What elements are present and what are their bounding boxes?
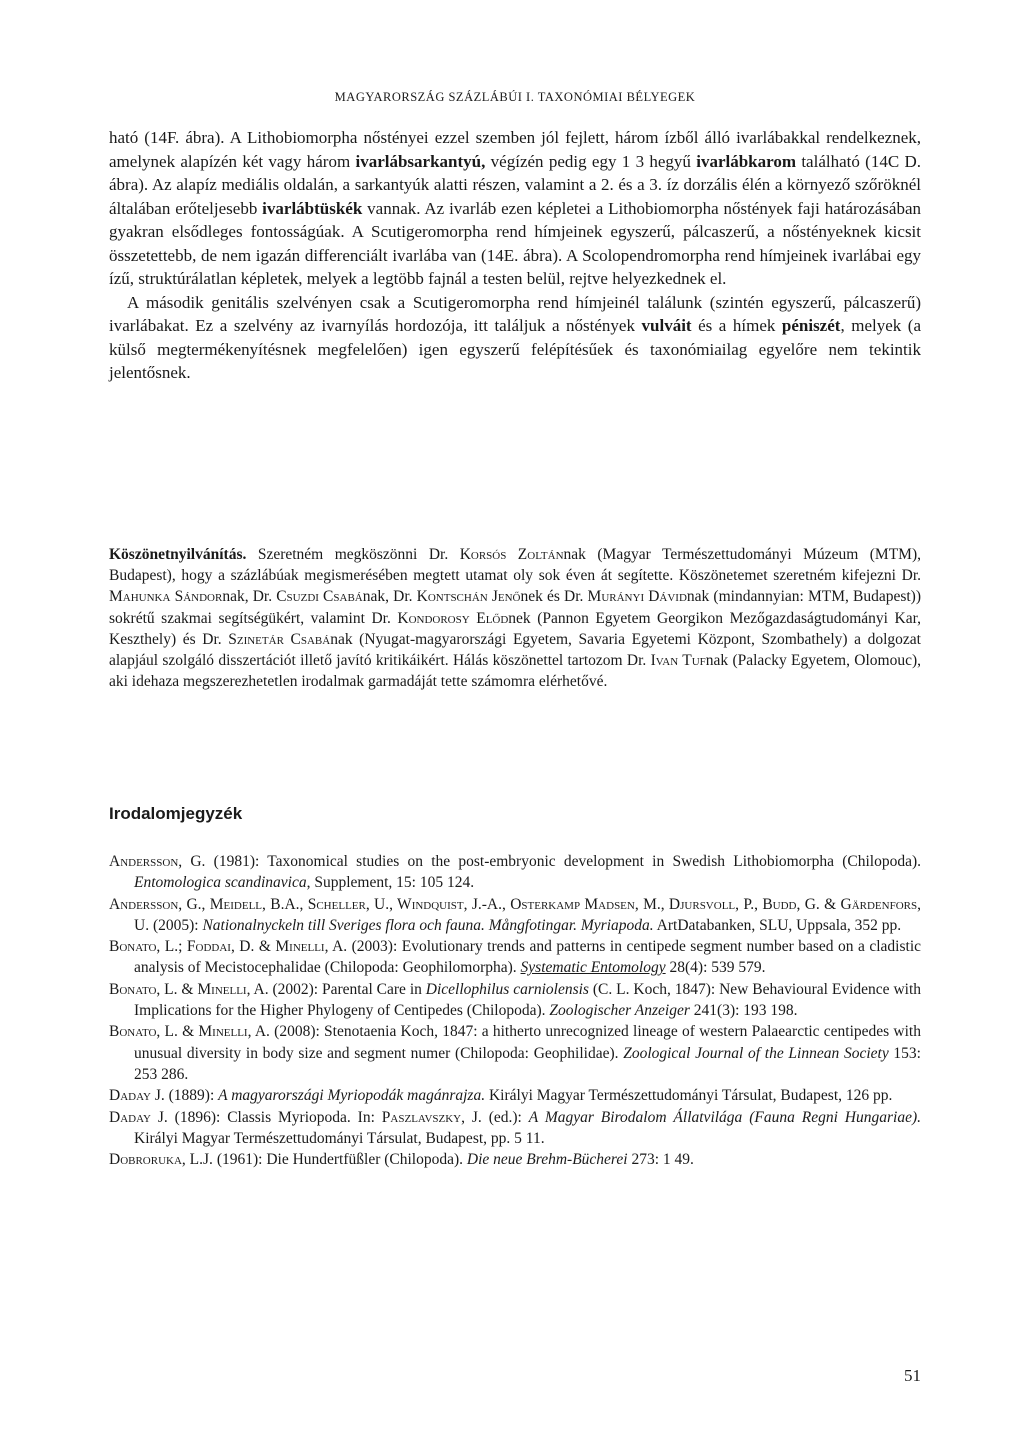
acknowledgements: Köszönetnyilvánítás. Szeretném megköszönni Dr. Korsós Zoltánnak (Magyar Természettudományi Múzeum (MTM), Budapest), hogy a százlábúak megismerésében megtett utamat oly sok éven át segítette. Köszönetemet szeretném kifejezni Dr. Mahunka Sándornak, Dr. Csuzdi Csabának, Dr. Kontschán Jenőnek és Dr. Murányi Dávidnak (mindannyian: MTM, Budapest)) sokrétű szakmai segítségükért, valamint Dr. Kondorosy Elődnek (Pannon Egyetem Georgikon Mezőgazdaságtudományi Kar, Keszthely) és Dr. Szinetár Csabának (Nyugat-magyarországi Egyetem, Savaria Egyetemi Központ, Szombathely) a dolgozat alapjául szolgáló disszertációt illető javító kritikáikért. Hálás köszönettel tartozom Dr. Ivan Tufnak (Palacky Egyetem, Olomouc), aki idehaza megszerezhetetlen irodalmak garmadáját tette számomra elérhetővé. [109, 546, 922, 691]
running-head: MAGYARORSZÁG SZÁZLÁBÚI I. TAXONÓMIAI BÉLYEGEK [334, 90, 696, 104]
page-number: 51 [904, 1366, 921, 1385]
reference-item: Bonato, L. & Minelli, A. (2008): Stenotaenia Koch, 1847: a hitherto unrecognized lineage of western Palaearctic centipedes with unusual diversity in body size and segment numer (Chilopoda: Geophilidae). Zoological Journal of the Linnean Society 153: 253 286. [109, 1023, 921, 1083]
references-list [109, 851, 921, 1170]
body-text [109, 126, 921, 385]
paragraph-2: A második genitális szelvényen csak a Scutigeromorpha rend hímjeinél találunk (szintén egyszerű, pálcaszerű) ivarlábakat. Ez a szelvény az ivarnyílás hordozója, itt találjuk a nőstények vulváit és a hímek péniszét, melyek (a külső megtermékenyítésnek megfelelően) igen egyszerű felépítésűek és taxonómiailag egyelőre nem tekintik jelentősnek. [109, 292, 921, 382]
reference-item: Daday J. (1896): Classis Myriopoda. In: Paszlavszky, J. (ed.): A Magyar Birodalom Állatvilága (Fauna Regni Hungariae). Királyi Magyar Természettudományi Társulat, Budapest, pp. 5 11. [109, 1108, 921, 1147]
reference-item: Andersson, G., Meidell, B.A., Scheller, U., Windquist, J.-A., Osterkamp Madsen, M., Djursvoll, P., Budd, G. & Gärdenfors, U. (2005): Nationalnyckeln till Sveriges flora och fauna. Mångfotingar. Myriapoda. ArtDatabanken, SLU, Uppsala, 352 pp. [109, 895, 921, 934]
paragraph-1: ható (14F. ábra). A Lithobiomorpha nőstényei ezzel szemben jól fejlett, három ízből álló ivarlábakkal rendelkeznek, amelynek alapízén két vagy három ivarlábsarkantyú, végízén pedig egy 1 3 hegyű ivarlábkarom található (14C D. ábra). Az alapíz mediális oldalán, a sarkantyúk alatti részen, valamint a 2. és a 3. íz dorzális élén a környező szőröknél általában erőteljesebb ivarlábtüskék vannak. Az ivarláb ezen képletei a Lithobiomorpha nőstények faji határozásában gyakran elsődleges fontosságúak. A Scutigeromorpha rend hímjeinek egyszerű, pálcaszerű, a nőstényeknek kicsit összetettebb, de nem igazán differenciált ivarlába van (14E. ábra). A Scolopendromorpha rend hímjeinek ivarlábai egy ízű, struktúrálatlan képletek, melyek a legtöbb fajnál a testen belül, rejtve helyezkednek el. [109, 128, 921, 288]
page [109, 0, 921, 1451]
references-heading: Irodalomjegyzék [109, 804, 243, 823]
reference-item: Daday J. (1889): A magyarországi Myriopodák magánrajza. Királyi Magyar Természettudományi Társulat, Budapest, 126 pp. [109, 1087, 893, 1105]
acknowledgements-label: Köszönetnyilvánítás. [109, 546, 247, 563]
reference-item: Andersson, G. (1981): Taxonomical studies on the post-embryonic development in Swedish Lithobiomorpha (Chilopoda). Entomologica scandinavica, Supplement, 15: 105 124. [109, 853, 921, 892]
reference-item: Dobroruka, L.J. (1961): Die Hundertfüßler (Chilopoda). Die neue Brehm-Bücherei 273: 1 49. [109, 1151, 694, 1169]
reference-item: Bonato, L.; Foddai, D. & Minelli, A. (2003): Evolutionary trends and patterns in centipede segment number based on a cladistic analysis of Mecistocephalidae (Chilopoda: Geophilomorpha). Systematic Entomology 28(4): 539 579. [109, 938, 922, 977]
reference-item: Bonato, L. & Minelli, A. (2002): Parental Care in Dicellophilus carniolensis (C. L. Koch, 1847): New Behavioural Evidence with Implications for the Higher Phylogeny of Centipedes (Chilopoda). Zoologischer Anzeiger 241(3): 193 198. [109, 980, 921, 1020]
